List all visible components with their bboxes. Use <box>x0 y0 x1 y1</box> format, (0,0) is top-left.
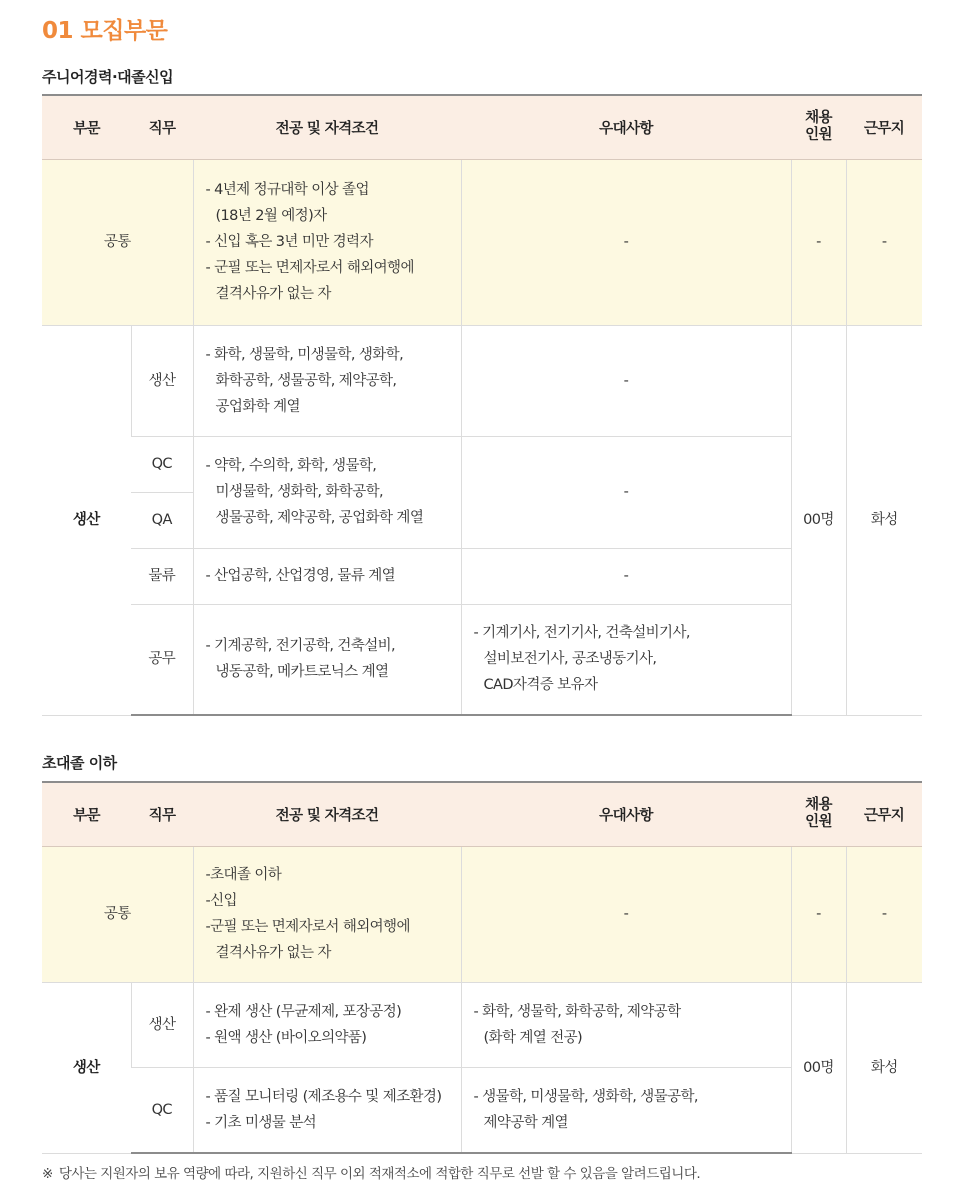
qualification-cell: -초대졸 이하 -신입 -군필 또는 면제자로서 해외여행에 결격사유가 없는 자 <box>193 846 461 982</box>
header-job: 직무 <box>131 95 193 159</box>
job-cell: 물류 <box>131 548 193 604</box>
qualification-cell: - 기계공학, 전기공학, 건축설비, 냉동공학, 메카트로닉스 계열 <box>193 604 461 715</box>
location-cell: 화성 <box>846 325 922 715</box>
header-location: 근무지 <box>846 95 922 159</box>
qualification-cell: - 화학, 생물학, 미생물학, 생화학, 화학공학, 생물공학, 제약공학, 공업화학 계열 <box>193 325 461 436</box>
job-cell: QC <box>131 436 193 492</box>
preference-cell: - 화학, 생물학, 화학공학, 제약공학 (화학 계열 전공) <box>461 982 791 1067</box>
preference-cell: - <box>461 846 791 982</box>
job-cell: 공무 <box>131 604 193 715</box>
section-title: 01 모집부문 <box>42 18 168 44</box>
preference-cell: - <box>461 325 791 436</box>
header-division: 부문 <box>42 95 131 159</box>
division-production: 생산 <box>42 982 131 1153</box>
header-qualification: 전공 및 자격조건 <box>193 782 461 846</box>
table-row <box>42 604 922 715</box>
qualification-cell: - 완제 생산 (무균제제, 포장공정) - 원액 생산 (바이오의약품) <box>193 982 461 1067</box>
qualification-cell: - 4년제 정규대학 이상 졸업 (18년 2월 예정)자 - 신입 혹은 3년 미만 경력자 - 군필 또는 면제자로서 해외여행에 결격사유가 없는 자 <box>193 159 461 325</box>
division-common: 공통 <box>42 159 193 325</box>
header-headcount: 채용 인원 <box>791 95 846 159</box>
table-row <box>42 982 922 1067</box>
footnote <box>42 1162 700 1182</box>
qualification-cell: - 품질 모니터링 (제조용수 및 제조환경) - 기초 미생물 분석 <box>193 1067 461 1153</box>
location-cell: - <box>846 846 922 982</box>
headcount-cell: 00명 <box>791 325 846 715</box>
header-qualification: 전공 및 자격조건 <box>193 95 461 159</box>
preference-cell: - <box>461 436 791 548</box>
header-job: 직무 <box>131 782 193 846</box>
headcount-cell: - <box>791 846 846 982</box>
division-common: 공통 <box>42 846 193 982</box>
junior-table-title: 주니어경력·대졸신입 <box>42 68 174 86</box>
job-cell: 생산 <box>131 325 193 436</box>
preference-cell: - 기계기사, 전기기사, 건축설비기사, 설비보전기사, 공조냉동기사, CAD자격증 보유자 <box>461 604 791 715</box>
headcount-cell: - <box>791 159 846 325</box>
college-table-title: 초대졸 이하 <box>42 754 117 772</box>
header-preference: 우대사항 <box>461 782 791 846</box>
location-cell: 화성 <box>846 982 922 1153</box>
footnote-mark: ※ <box>42 1166 53 1182</box>
header-headcount: 채용 인원 <box>791 782 846 846</box>
header-preference: 우대사항 <box>461 95 791 159</box>
table-row-common <box>42 846 922 982</box>
headcount-cell: 00명 <box>791 982 846 1153</box>
table-row <box>42 436 922 492</box>
table-row <box>42 548 922 604</box>
preference-cell: - <box>461 548 791 604</box>
job-cell: QC <box>131 1067 193 1153</box>
footnote-text: 당사는 지원자의 보유 역량에 따라, 지원하신 직무 이외 적재적소에 적합한 직무로 선발 할 수 있음을 알려드립니다. <box>58 1166 701 1182</box>
junior-recruit-table <box>42 94 922 716</box>
qualification-cell: - 산업공학, 산업경영, 물류 계열 <box>193 548 461 604</box>
college-recruit-table <box>42 781 922 1154</box>
table-header-row <box>42 782 922 846</box>
table-row <box>42 325 922 436</box>
location-cell: - <box>846 159 922 325</box>
table-row-common <box>42 159 922 325</box>
table-header-row <box>42 95 922 159</box>
header-location: 근무지 <box>846 782 922 846</box>
table-row <box>42 1067 922 1153</box>
header-division: 부문 <box>42 782 131 846</box>
division-production: 생산 <box>42 325 131 715</box>
qualification-cell: - 약학, 수의학, 화학, 생물학, 미생물학, 생화학, 화학공학, 생물공학, 제약공학, 공업화학 계열 <box>193 436 461 548</box>
preference-cell: - 생물학, 미생물학, 생화학, 생물공학, 제약공학 계열 <box>461 1067 791 1153</box>
job-cell: QA <box>131 492 193 548</box>
job-cell: 생산 <box>131 982 193 1067</box>
preference-cell: - <box>461 159 791 325</box>
